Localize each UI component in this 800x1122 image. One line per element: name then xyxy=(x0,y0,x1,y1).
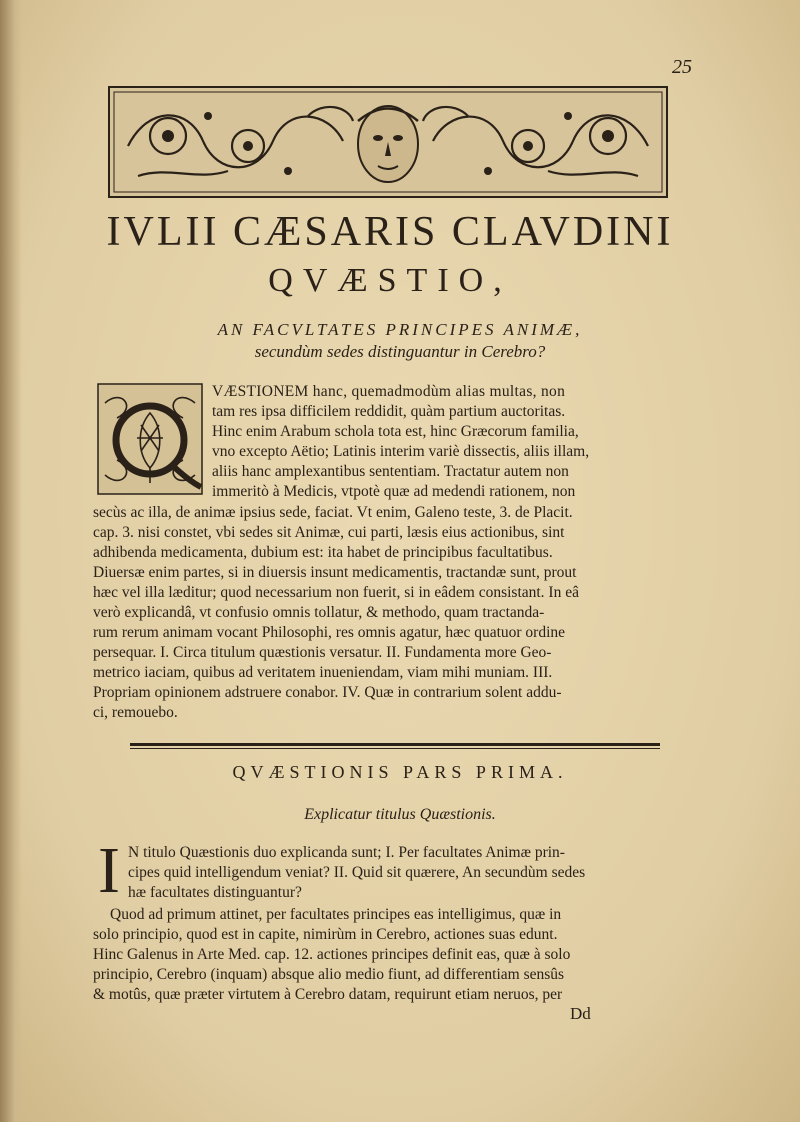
question-heading-line2: secundùm sedes distinguantur in Cerebro? xyxy=(254,342,546,361)
catchword: Dd xyxy=(570,1004,591,1023)
drop-initial-i: I xyxy=(98,834,120,907)
ornamental-headpiece xyxy=(108,86,668,198)
section-divider-thin xyxy=(130,748,660,749)
body-line: persequar. I. Circa titulum quæstionis versatur. II. Fundamenta more Geo- xyxy=(93,644,552,661)
body-line: ci, remouebo. xyxy=(93,704,178,721)
body-line: adhibenda medicamenta, dubium est: ita habet de principibus facultatibus. xyxy=(93,544,553,561)
intro-line: vno excepto Aëtio; Latinis interim variè dissectis, aliis illam, xyxy=(212,443,590,460)
section-line: & motûs, quæ præter virtutem à Cerebro datam, requirunt etiam neruos, per xyxy=(93,986,563,1003)
book-subtitle: QVÆSTIO, xyxy=(268,262,512,299)
body-line: metrico iaciam, quibus ad veritatem inueniendam, viam mihi muniam. III. xyxy=(93,664,553,681)
section-line: N titulo Quæstionis duo explicanda sunt; I. Per facultates Animæ prin- xyxy=(128,844,565,861)
section-line: cipes quid intelligendum veniat? II. Quid sit quærere, An secundùm sedes xyxy=(128,864,586,881)
intro-line: VÆSTIONEM hanc, quemadmodùm alias multas, non xyxy=(212,383,566,400)
body-line: secùs ac illa, de animæ ipsius sede, faciat. Vt enim, Galeno teste, 3. de Placit. xyxy=(93,504,573,521)
body-line: Diuersæ enim partes, si in diuersis insunt medicamentis, tractandæ sunt, prout xyxy=(93,564,577,581)
section-title: QVÆSTIONIS PARS PRIMA. xyxy=(232,762,568,782)
intro-line: immeritò à Medicis, vtpotè quæ ad medendi rationem, non xyxy=(212,483,576,500)
question-heading-line1: AN FACVLTATES PRINCIPES ANIMÆ, xyxy=(217,320,583,339)
body-line: hæc vel illa læditur; quod necessarium non fuerit, si in eâdem consistant. In eâ xyxy=(93,584,579,601)
body-line: Propriam opinionem adstruere conabor. IV. Quæ in contrarium solent addu- xyxy=(93,684,562,701)
intro-line: tam res ipsa difficilem reddidit, quàm partium auctoritas. xyxy=(212,403,566,420)
section-line: Quod ad primum attinet, per facultates principes eas intelligimus, quæ in xyxy=(110,906,562,923)
body-line: cap. 3. nisi constet, vbi sedes sit Animæ, cui parti, læsis eius actionibus, sint xyxy=(93,524,565,541)
body-line: rum rerum animam vocant Philosophi, res omnis agatur, hæc quatuor ordine xyxy=(93,624,566,641)
section-line: hæ facultates distinguantur? xyxy=(128,884,302,901)
intro-line: aliis hanc amplexantibus sententiam. Tractatur autem non xyxy=(212,463,569,480)
decorated-initial-q xyxy=(97,383,203,495)
section-line: Hinc Galenus in Arte Med. cap. 12. actiones principes definit eas, quæ à solo xyxy=(93,946,571,963)
section-line: solo principio, quod est in capite, nimirùm in Cerebro, actiones suas edunt. xyxy=(93,926,558,943)
body-line: verò explicandâ, vt confusio omnis tollatur, & methodo, quam tractanda- xyxy=(93,604,545,621)
section-line: principio, Cerebro (inquam) absque alio medio fiunt, ad differentiam sensûs xyxy=(93,966,565,983)
section-subtitle: Explicatur titulus Quæstionis. xyxy=(304,806,496,823)
book-title: IVLII CÆSARIS CLAVDINI xyxy=(106,209,674,255)
section-divider xyxy=(130,743,660,746)
page-gutter xyxy=(0,0,22,1122)
page-number: 25 xyxy=(672,56,692,78)
intro-line: Hinc enim Arabum schola tota est, hinc Græcorum familia, xyxy=(212,423,579,440)
